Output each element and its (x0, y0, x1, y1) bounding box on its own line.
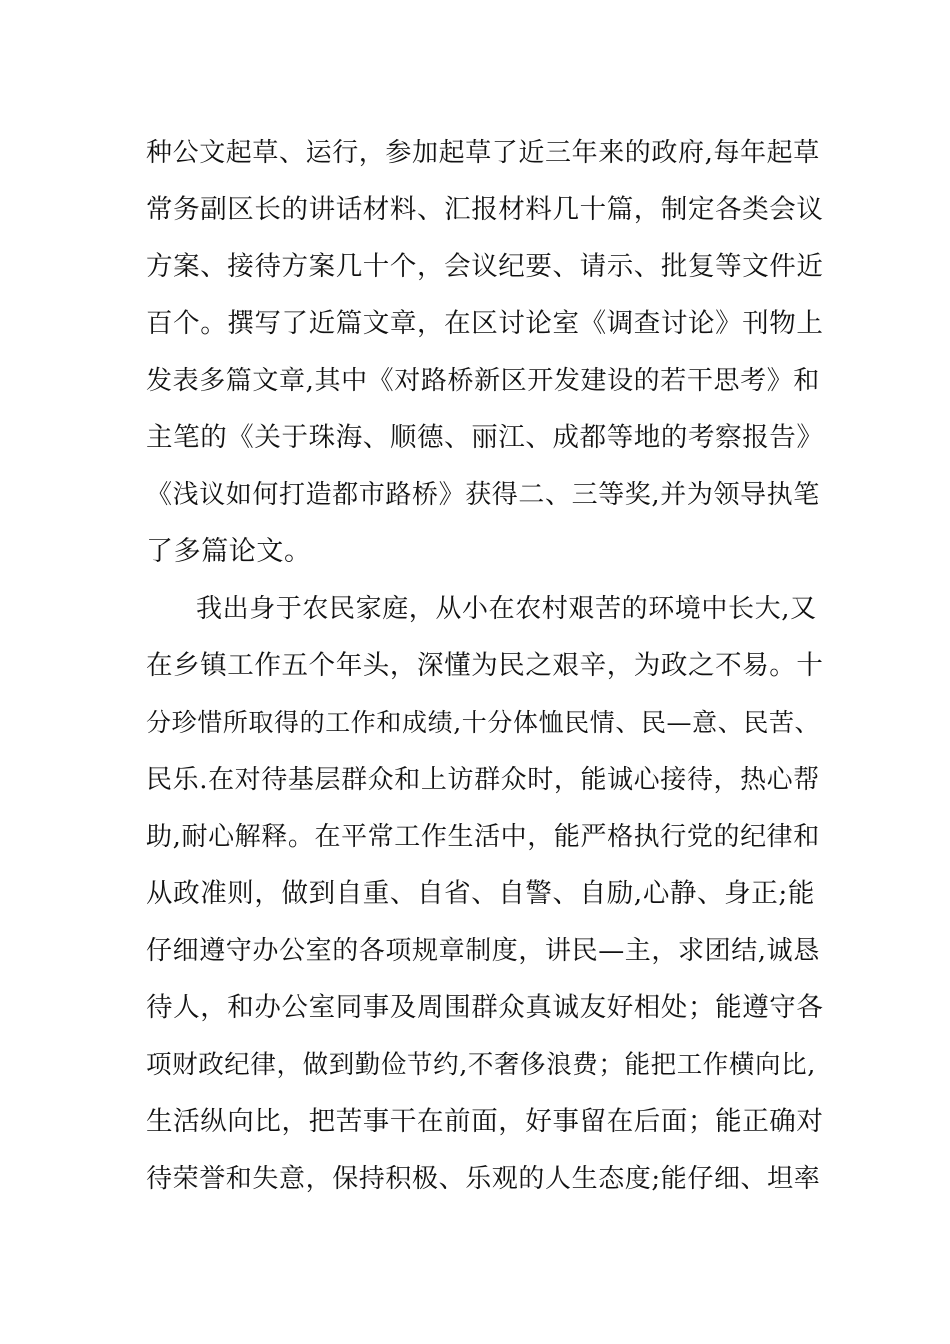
paragraph-2-line-7: 仔细遵守办公室的各项规章制度，讲民—主，求团结,诚恳 (146, 936, 820, 966)
paragraph-1-line-5: 发表多篇文章,其中《对路桥新区开发建设的若干思考》和 (146, 366, 820, 396)
paragraph-1-line-3: 方案、接待方案几十个，会议纪要、请示、批复等文件近 (146, 251, 824, 282)
paragraph-1-line-8: 了多篇论文。 (146, 536, 312, 567)
paragraph-2-line-8: 待人，和办公室同事及周围群众真诚友好相处；能遵守各 (146, 992, 824, 1023)
paragraph-1-line-2: 常务副区长的讲话材料、汇报材料几十篇，制定各类会议 (146, 194, 824, 225)
paragraph-2-line-11: 待荣誉和失意，保持积极、乐观的人生态度;能仔细、坦率 (146, 1164, 821, 1194)
paragraph-2-line-5: 助,耐心解释。在平常工作生活中，能严格执行党的纪律和 (146, 822, 820, 852)
paragraph-2-line-1: 我出身于农民家庭，从小在农村艰苦的环境中长大,又 (196, 594, 817, 624)
paragraph-2-line-3: 分珍惜所取得的工作和成绩,十分体恤民情、民—意、民苦、 (146, 708, 821, 737)
paragraph-2-line-6: 从政准则，做到自重、自省、自警、自励,心静、身正;能 (146, 878, 815, 909)
paragraph-1-line-7: 《浅议如何打造都市路桥》获得二、三等奖,并为领导执笔 (146, 480, 820, 510)
paragraph-2-line-4: 民乐.在对待基层群众和上访群众时，能诚心接待，热心帮 (146, 765, 820, 795)
paragraph-2-line-2: 在乡镇工作五个年头，深懂为民之艰辛，为政之不易。十 (146, 650, 824, 681)
paragraph-1-line-6: 主笔的《关于珠海、顺德、丽江、成都等地的考察报告》 (146, 422, 824, 453)
paragraph-1-line-4: 百个。撰写了近篇文章，在区讨论室《调查讨论》刊物上 (146, 308, 824, 339)
paragraph-1-line-1: 种公文起草、运行，参加起草了近三年来的政府,每年起草 (146, 138, 820, 168)
paragraph-2-line-9: 项财政纪律，做到勤俭节约,不奢侈浪费；能把工作横向比, (146, 1050, 816, 1080)
paragraph-2-line-10: 生活纵向比，把苦事干在前面，好事留在后面；能正确对 (146, 1106, 824, 1137)
